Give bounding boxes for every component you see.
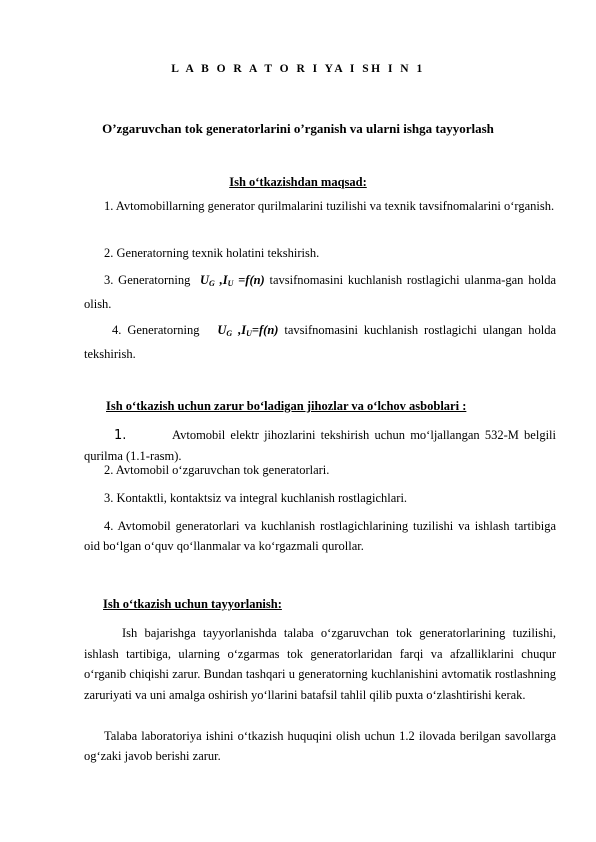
maqsad-item-3	[84, 270, 556, 314]
tayyorlanish-para-1	[84, 623, 556, 705]
jihozlar-item-3-text: 3. Kontaktli, kontaktsiz va integral kuchlanish rostlagichlari.	[104, 491, 408, 505]
tayyorlanish-para-2-text: Talaba laboratoriya ishini o‘tkazish huquqini olish uchun 1.2 ilovada berilgan savollarga og‘zaki javob berishi zarur.	[84, 729, 556, 763]
jihozlar-item-1-num: 1.	[114, 428, 127, 443]
jihozlar-item-3	[84, 488, 556, 508]
tayyorlanish-heading-text: Ish o‘tkazish uchun tayyorlanish:	[103, 597, 282, 611]
maqsad-item-4-tail: tavsifnomasini kuchlanish rostlagichi ulangan holda tekshirish.	[84, 323, 557, 361]
maqsad-item-1-text: 1. Avtomobillarning generator qurilmalarini tuzilishi va texnik tavsifnomalarini o‘rganish.	[104, 199, 555, 213]
lab-subtitle: O’zgaruvchan tok generatorlarini o’rganish va ularni ishga tayyorlash	[102, 121, 494, 136]
maqsad-item-4	[84, 320, 556, 364]
tayyorlanish-para-1-text: Ish bajarishga tayyorlanishda talaba o‘zgaruvchan tok generatorlarining tuzilishi, ishlash tartibiga, ularning o‘zgarmas tok generatorlaridan farqi va afzalliklarini chuqur o‘rganib chiqishi zarur. Bundan tashqari u generatorning kuchlanishini avtomatik rostlashning zaruriyati va uni amalga oshirish yo‘llarini batafsil tahlil qilib puxta o‘zlashtirishi kerak.	[84, 626, 556, 702]
jihozlar-item-4	[84, 516, 556, 556]
maqsad-item-3-label: 3. Generatorning	[104, 273, 191, 287]
maqsad-item-2-text: 2. Generatorning texnik holatini tekshirish.	[104, 246, 320, 260]
jihozlar-item-2-text: 2. Avtomobil o‘zgaruvchan tok generatorlari.	[104, 463, 330, 477]
formula-4: $U_G$ $,I_U=f(n)$	[217, 323, 279, 338]
maqsad-item-3-tail: tavsifnomasini kuchlanish rostlagichi ulanma-gan holda olish.	[84, 273, 556, 311]
maqsad-heading	[0, 175, 596, 190]
tayyorlanish-heading	[103, 597, 282, 612]
maqsad-item-1	[84, 196, 556, 216]
jihozlar-heading	[106, 399, 466, 414]
formula-3: $U_G$ $,I_U =f(n)$	[199, 273, 265, 288]
maqsad-item-2	[84, 243, 556, 263]
jihozlar-item-1-text: Avtomobil elektr jihozlarini tekshirish uchun mo‘ljallangan 532-M belgili qurilma (1.1-rasm).	[84, 428, 556, 463]
jihozlar-item-2	[84, 460, 556, 480]
tayyorlanish-para-2	[84, 726, 556, 766]
jihozlar-item-4-text: 4. Avtomobil generatorlari va kuchlanish rostlagichlarining tuzilishi va ishlash tartibiga oid bo‘lgan o‘quv qo‘llanmalar va ko‘rgazmali qurollar.	[84, 519, 556, 553]
jihozlar-heading-text: Ish o‘tkazish uchun zarur bo‘ladigan jihozlar va o‘lchov asboblari :	[106, 399, 467, 413]
maqsad-item-4-label: 4. Generatorning	[112, 323, 200, 337]
lab-title: L A B O R A T O R I YA I SH I N 1	[171, 63, 425, 75]
maqsad-heading-text: Ish o‘tkazishdan maqsad:	[229, 175, 367, 189]
